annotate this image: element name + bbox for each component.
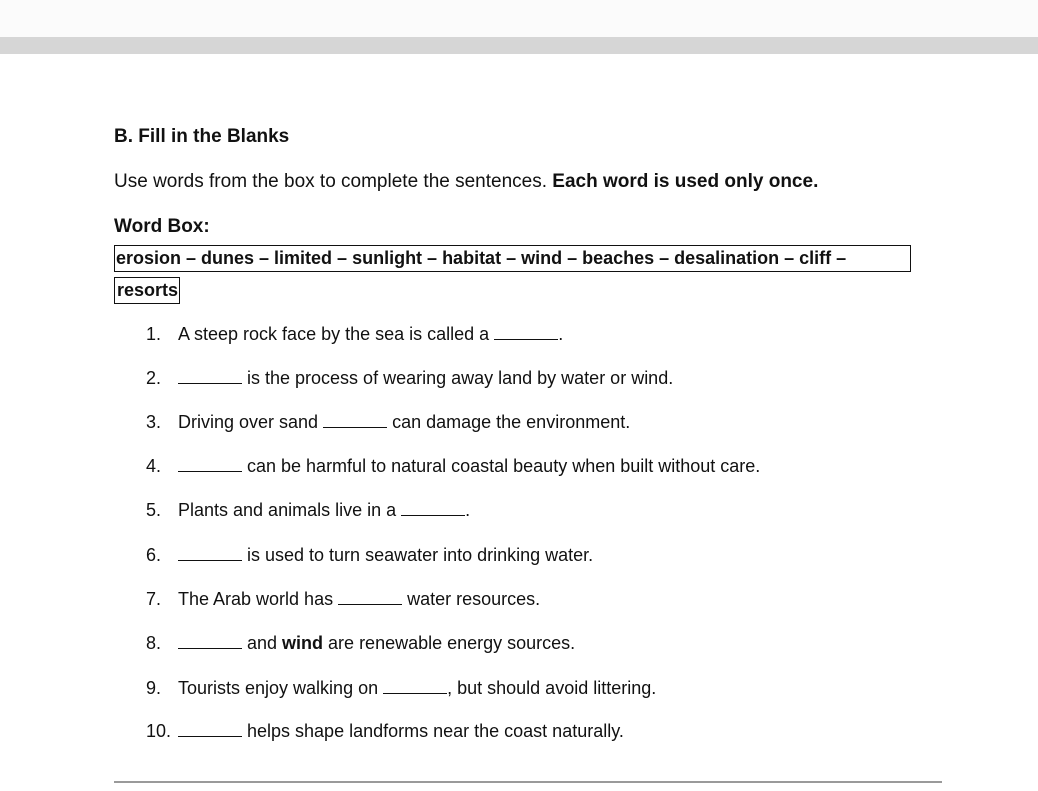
question-text-after: water resources. (402, 589, 541, 609)
question-number: 3. (146, 412, 162, 432)
question-number: 6. (146, 545, 162, 565)
question-number: 7. (146, 589, 162, 609)
word-box-line-2-text: resorts (117, 280, 179, 300)
question-number: 10. (146, 721, 172, 741)
answer-blank[interactable] (401, 501, 465, 516)
instructions-emphasis: Each word is used only once. (552, 171, 819, 192)
question-text-after: can be harmful to natural coastal beauty when built without care. (242, 456, 761, 476)
question-text-after: and (242, 633, 283, 653)
question-text (178, 633, 575, 654)
question-number: 8. (146, 633, 162, 653)
answer-blank[interactable] (383, 679, 447, 694)
question-number: 4. (146, 456, 162, 476)
question-text-after: can damage the environment. (387, 412, 631, 432)
question-text (178, 368, 673, 389)
word-box-line-1 (114, 245, 911, 272)
question-text (178, 456, 760, 477)
question-text-after-2: are renewable energy sources. (323, 633, 576, 653)
answer-blank[interactable] (178, 546, 242, 561)
question-text (178, 721, 624, 742)
question-text (178, 678, 656, 699)
word-box-line-2 (114, 277, 180, 304)
question-number: 9. (146, 678, 162, 698)
question-text-after: . (465, 500, 471, 520)
question-text-after: is used to turn seawater into drinking water. (242, 545, 594, 565)
question-number: 2. (146, 368, 162, 388)
question-text (178, 589, 540, 610)
question-text-before: Tourists enjoy walking on (178, 678, 384, 698)
question-text-after: , but should avoid littering. (447, 678, 657, 698)
answer-blank[interactable] (178, 457, 242, 472)
question-text-before: The Arab world has (178, 589, 339, 609)
answer-blank[interactable] (178, 722, 242, 737)
question-text (178, 412, 630, 433)
question-text (178, 500, 470, 521)
question-text-after: . (558, 324, 564, 344)
question-text-after: helps shape landforms near the coast naturally. (242, 721, 624, 741)
word-box-label: Word Box: (114, 216, 210, 237)
document-toolbar-strip (0, 37, 1038, 54)
section-title: B. Fill in the Blanks (114, 126, 290, 147)
answer-blank[interactable] (338, 590, 402, 605)
answer-blank[interactable] (323, 413, 387, 428)
answer-blank[interactable] (178, 634, 242, 649)
question-number: 1. (146, 324, 162, 344)
word-box-line-1-text: erosion – dunes – limited – sunlight – habitat – wind – beaches – desalination – cliff – (116, 248, 847, 268)
window-top-band (0, 0, 1038, 37)
instructions (114, 171, 818, 193)
answer-blank[interactable] (494, 325, 558, 340)
instructions-text: Use words from the box to complete the sentences. (114, 171, 553, 192)
question-text (178, 545, 593, 566)
question-text (178, 324, 563, 345)
bottom-divider (114, 781, 942, 783)
answer-blank[interactable] (178, 369, 242, 384)
question-text-after: is the process of wearing away land by water or wind. (242, 368, 674, 388)
question-text-before: Plants and animals live in a (178, 500, 402, 520)
question-number: 5. (146, 500, 162, 520)
question-bold-word: wind (282, 633, 324, 653)
question-text-before: A steep rock face by the sea is called a (178, 324, 495, 344)
question-text-before: Driving over sand (178, 412, 324, 432)
